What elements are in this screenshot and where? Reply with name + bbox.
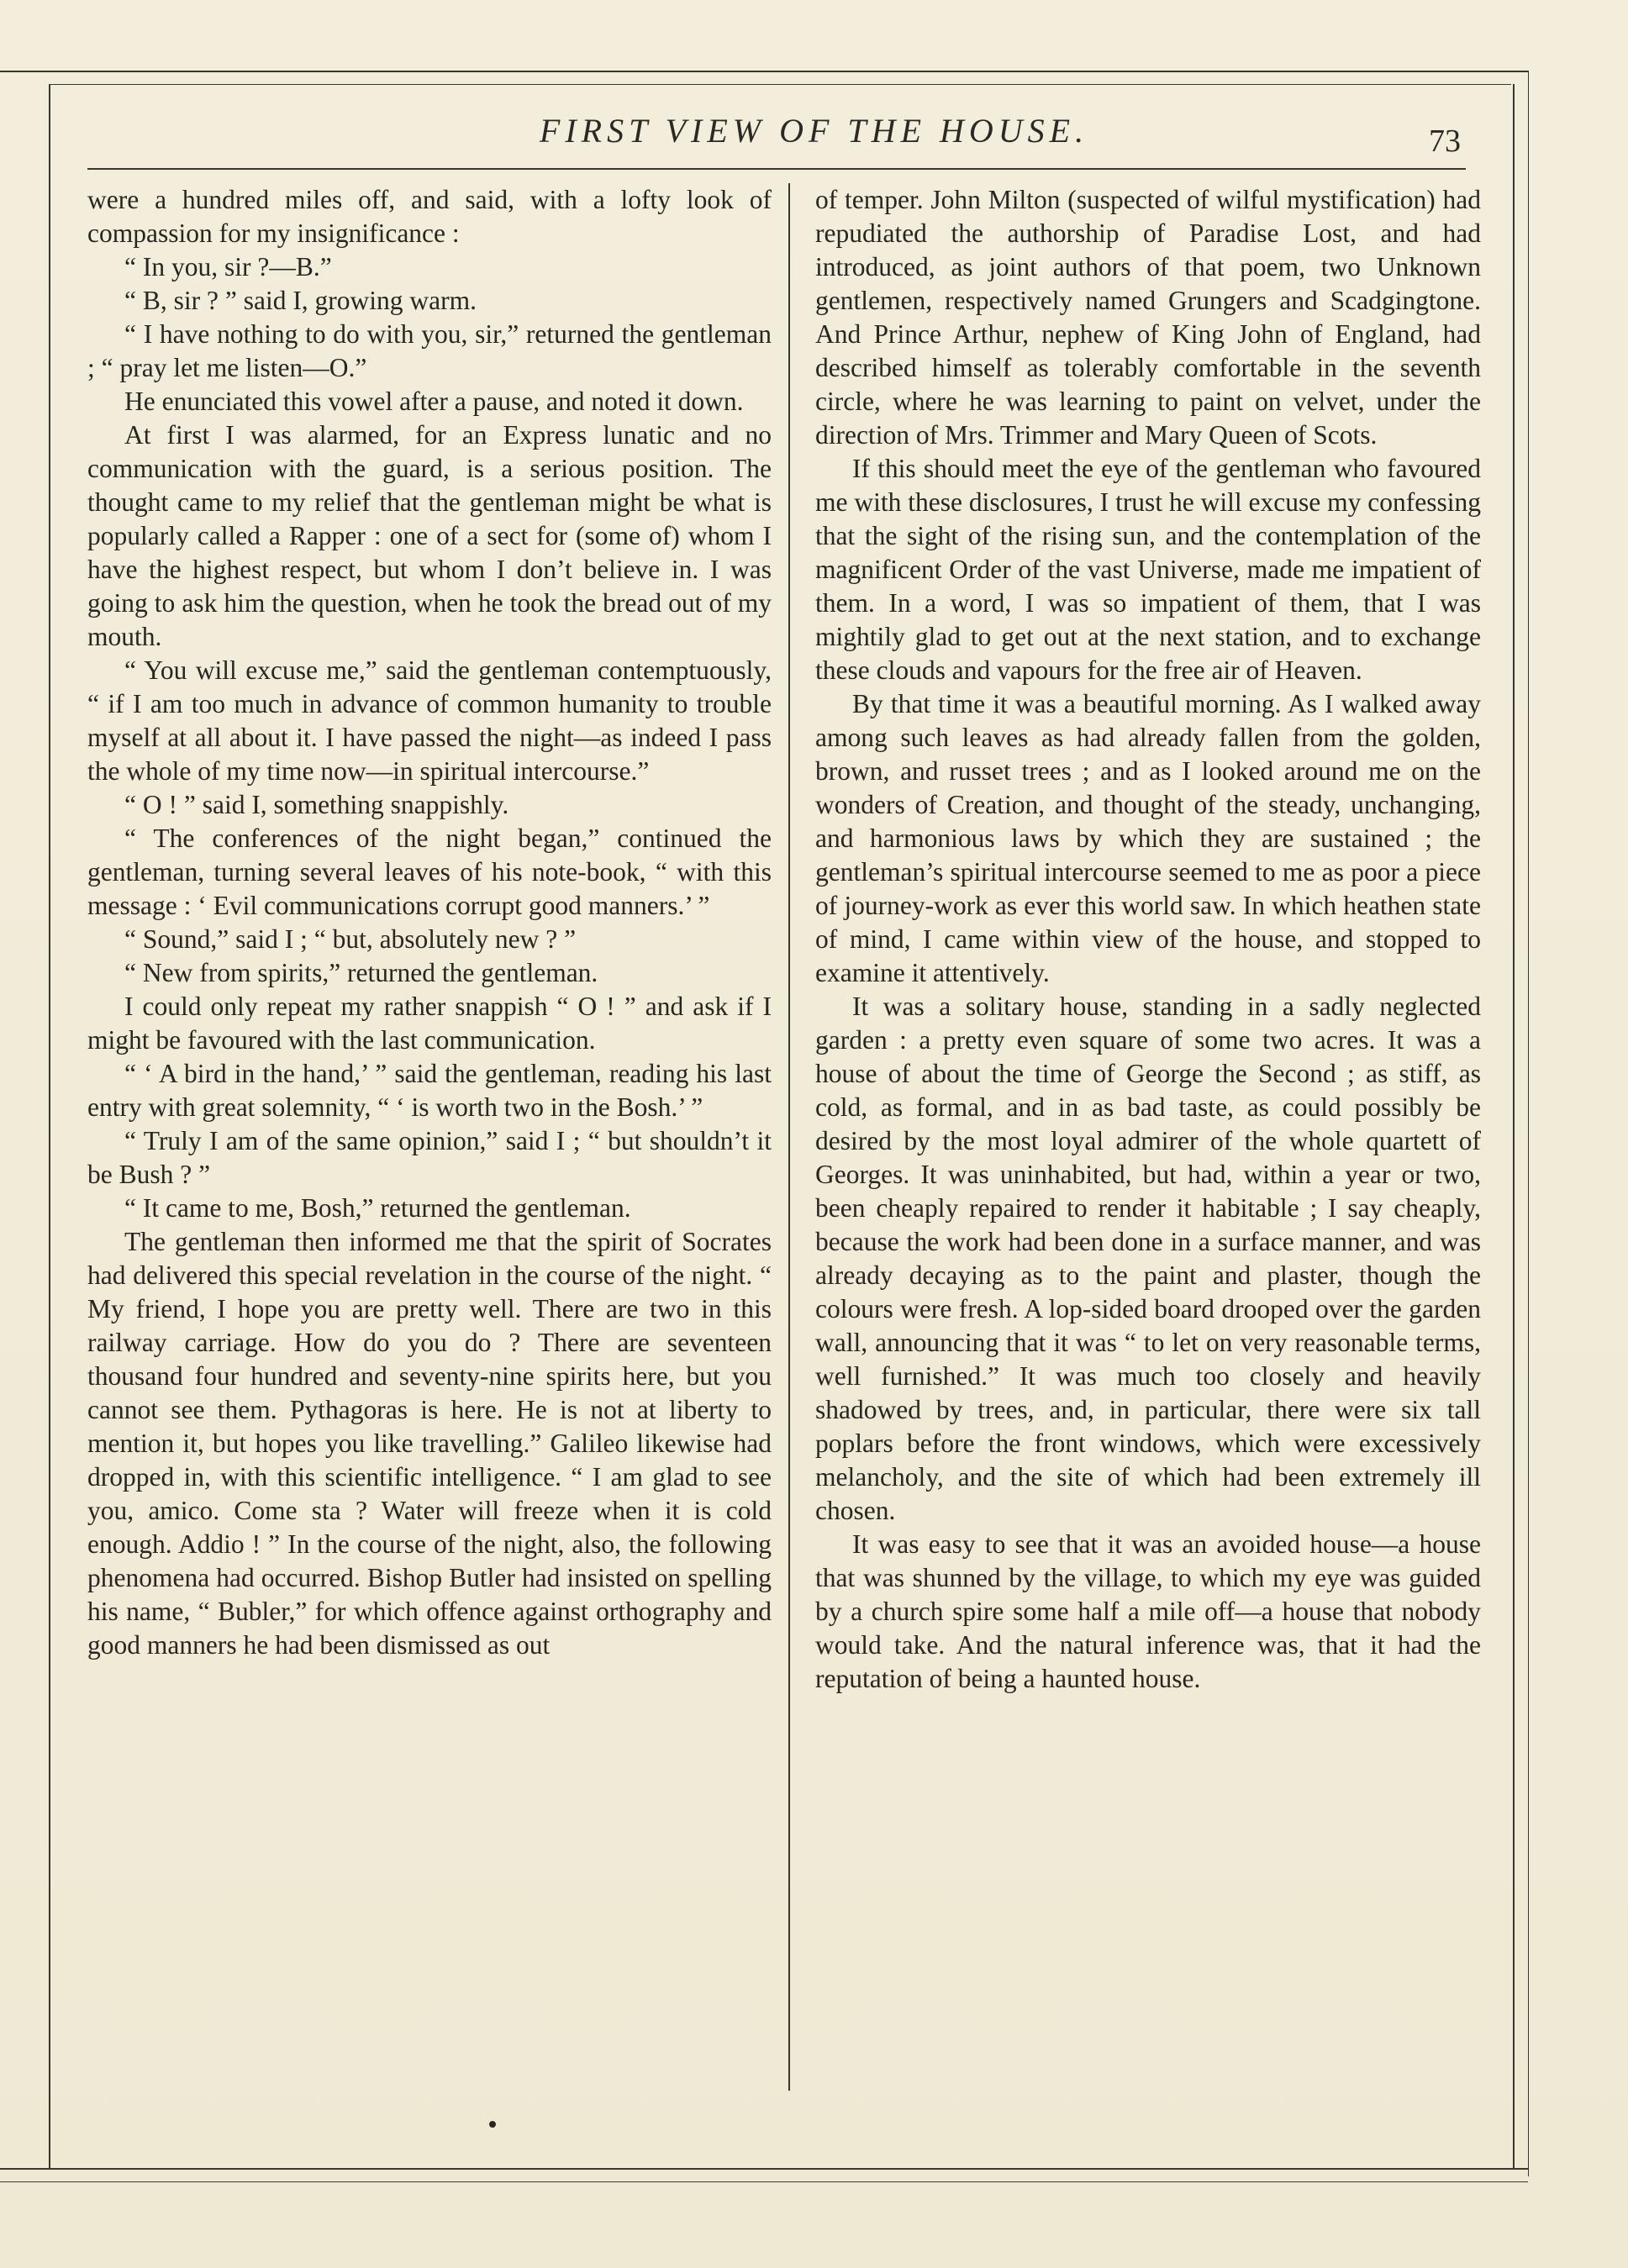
header-underline-rule [87,168,1466,170]
page-number: 73 [1429,124,1461,159]
paragraph: I could only repeat my rather snappish “ O ! ” and ask if I might be favoured with the last communication. [87,992,772,1055]
paragraph: It was a solitary house, standing in a sadly neglected garden : a pretty even square of some two acres. It was a house of about the time of George the Second ; as stiff, as cold, as formal, and in as bad taste, as could possibly be desired by the most loyal admirer of the whole quartett of Georges. It was uninhabited, but had, within a year or two, been cheaply repaired to render it habitable ; I say cheaply, because the work had been done in a surface manner, and was already decaying as to the paint and plaster, though the colours were fresh. A lop-sided board drooped over the garden wall, announcing that it was “ to let on very reasonable terms, well furnished.” It was much too closely and heavily shadowed by trees, and, in particular, there were six tall poplars before the front windows, which were excessively melancholy, and the site of which had been extremely ill chosen. [815,992,1481,1525]
paragraph: “ It came to me, Bosh,” returned the gentleman. [124,1193,631,1223]
running-title: FIRST VIEW OF THE HOUSE. [539,112,1089,150]
column-divider-rule [788,183,790,2091]
left-border-rule [49,84,50,2168]
footer-dot [489,2121,496,2128]
paragraph: “ B, sir ? ” said I, growing warm. [124,286,477,315]
paragraph: “ I have nothing to do with you, sir,” returned the gentleman ; “ pray let me listen—O.” [87,319,772,382]
paragraph: “ Truly I am of the same opinion,” said I ; “ but shouldn’t it be Bush ? ” [87,1126,772,1189]
right-text-column [815,183,1481,1696]
paragraph: “ In you, sir ?—B.” [124,252,332,282]
paragraph: It was easy to see that it was an avoided house—a house that was shunned by the village, to which my eye was guided by a church spire some half a mile off—a house that nobody would take. And the natural inference was, that it had the reputation of being a haunted house. [815,1529,1481,1693]
paragraph: “ New from spirits,” returned the gentleman. [124,958,598,987]
top-border-rule [0,71,1528,72]
paragraph: “ Sound,” said I ; “ but, absolutely new ? ” [124,924,577,954]
paragraph: were a hundred miles off, and said, with a lofty look of compassion for my insignificance : [87,185,772,248]
bottom-outer-rule [0,2181,1528,2182]
right-border-rule [1513,84,1515,2168]
paragraph: If this should meet the eye of the gentleman who favoured me with these disclosures, I trust he will excuse my confessing that the sight of the rising sun, and the contemplation of the magnificent Order of the vast Universe, made me impatient of them. In a word, I was so impatient of them, that I was mightily glad to get out at the next station, and to exchange these clouds and vapours for the free air of Heaven. [815,454,1481,685]
paragraph: “ ‘ A bird in the hand,’ ” said the gentleman, reading his last entry with great solemnity, “ ‘ is worth two in the Bosh.’ ” [87,1059,772,1122]
right-outer-border-rule [1528,71,1529,2176]
paragraph: He enunciated this vowel after a pause, and noted it down. [124,387,744,416]
paragraph: At first I was alarmed, for an Express lunatic and no communication with the guard, is a serious position. The thought came to my relief that the gentleman might be what is popularly called a Rapper : one of a sect for (some of) whom I have the highest respect, but whom I don’t believe in. I was going to ask him the question, when he took the bread out of my mouth. [87,420,772,651]
paragraph: The gentleman then informed me that the spirit of Socrates had delivered this special revelation in the course of the night. “ My friend, I hope you are pretty well. There are two in this railway carriage. How do you do ? There are seventeen thousand four hundred and seventy-nine spirits here, but you cannot see them. Pythagoras is here. He is not at liberty to mention it, but hopes you like travelling.” Galileo likewise had dropped in, with this scientific intelligence. “ I am glad to see you, amico. Come sta ? Water will freeze when it is cold enough. Addio ! ” In the course of the night, also, the following phenomena had occurred. Bishop Butler had insisted on spelling his name, “ Bubler,” for which offence against orthography and good manners he had been dismissed as out [87,1227,772,1660]
paragraph: of temper. John Milton (suspected of wilful mystification) had repudiated the authorship of Paradise Lost, and had introduced, as joint authors of that poem, two Unknown gentlemen, respectively named Grungers and Scadgingtone. And Prince Arthur, nephew of King John of England, had described himself as tolerably comfortable in the seventh circle, where he was learning to paint on velvet, under the direction of Mrs. Trimmer and Mary Queen of Scots. [815,185,1481,450]
paragraph: “ You will excuse me,” said the gentleman contemptuously, “ if I am too much in advance of common humanity to trouble myself at all about it. I have passed the night—as indeed I pass the whole of my time now—in spiritual intercourse.” [87,655,772,786]
paragraph: “ The conferences of the night began,” continued the gentleman, turning several leaves of his note-book, “ with this message : ‘ Evil communications corrupt good manners.’ ” [87,824,772,920]
left-text-column [87,183,772,1662]
paragraph: “ O ! ” said I, something snappishly. [124,790,509,819]
paragraph: By that time it was a beautiful morning. As I walked away among such leaves as had already fallen from the golden, brown, and russet trees ; and as I looked around me on the wonders of Creation, and thought of the steady, unchanging, and harmonious laws by which they are sustained ; the gentleman’s spiritual intercourse seemed to me as poor a piece of journey-work as ever this world saw. In which heathen state of mind, I came within view of the house, and stopped to examine it attentively. [815,689,1481,987]
top-inner-rule [49,84,1511,85]
bottom-border-rule [0,2168,1528,2170]
